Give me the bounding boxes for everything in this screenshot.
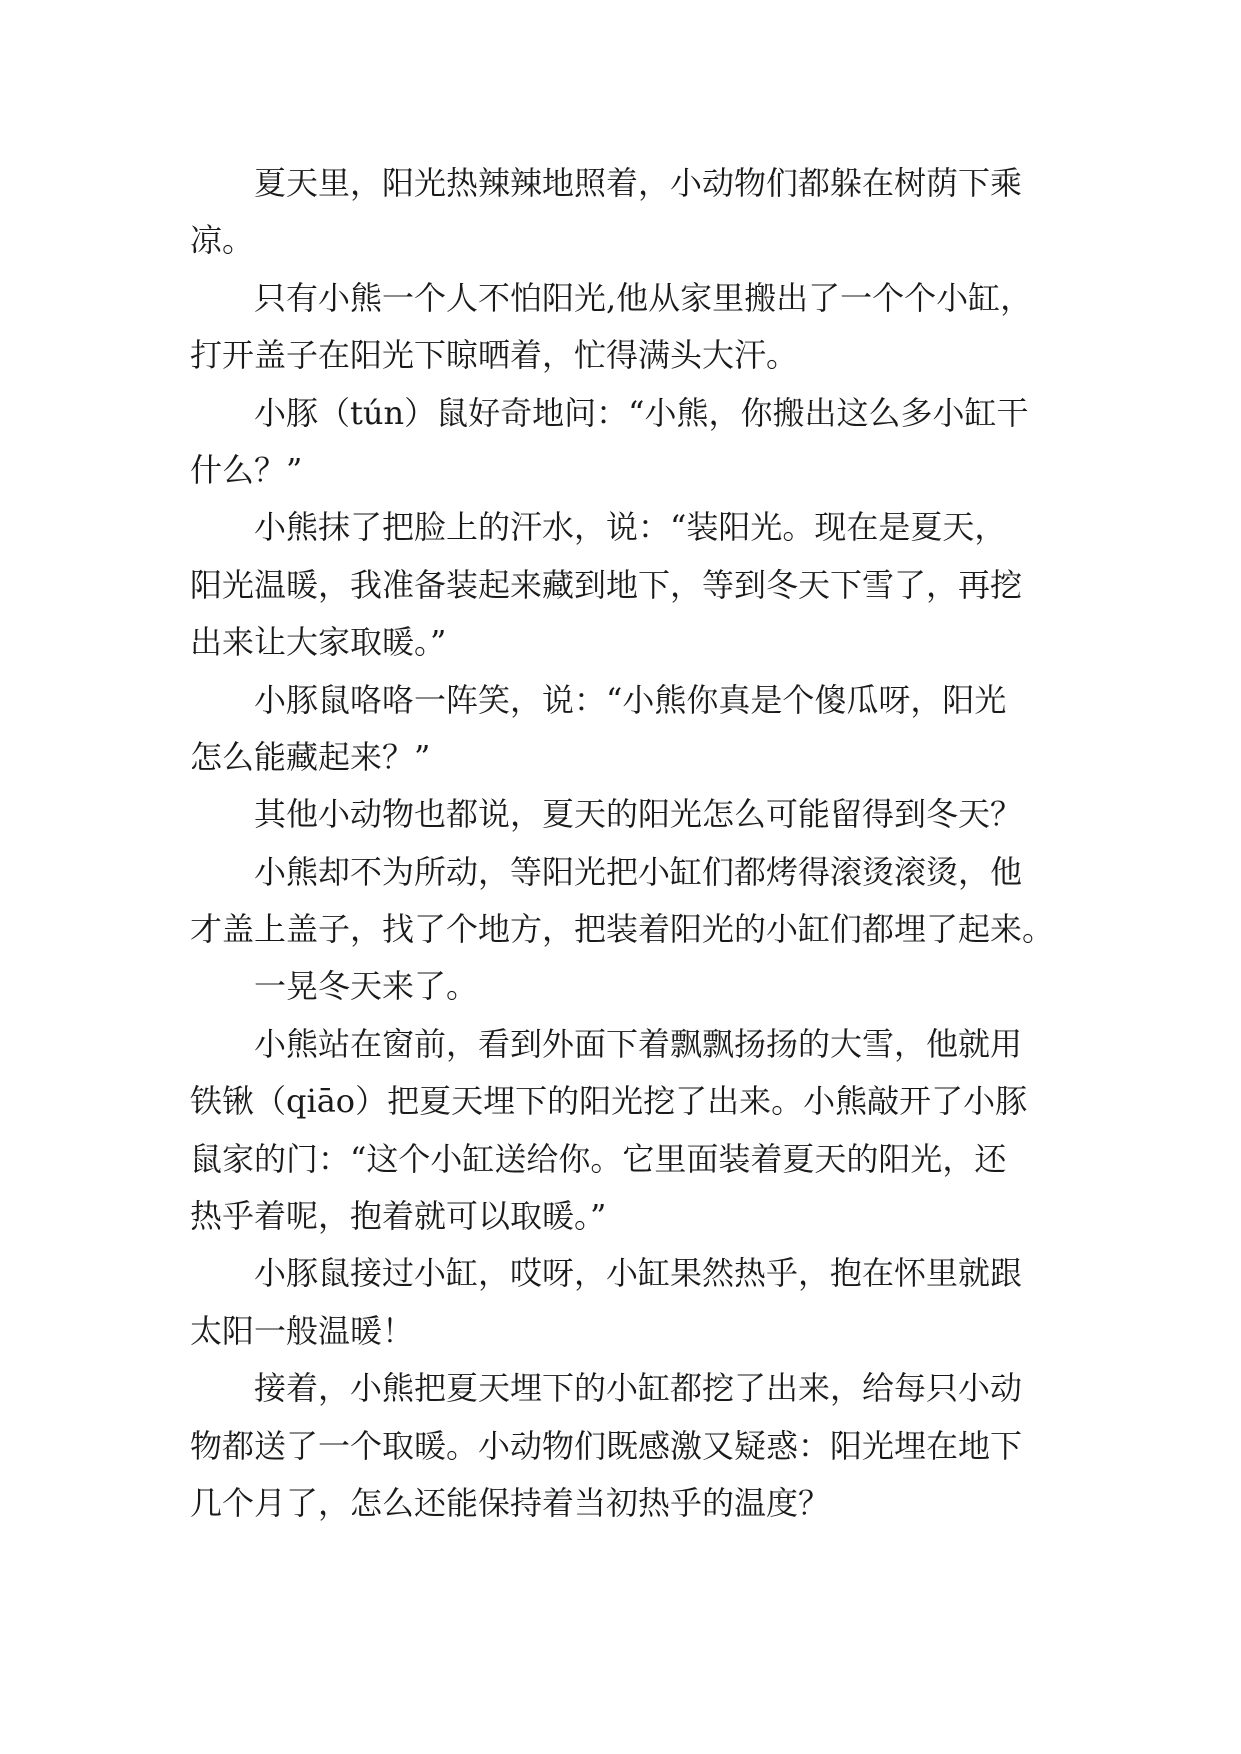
- text-line: 热乎着呢，抱着就可以取暖。”: [190, 1197, 607, 1236]
- text-line: 打开盖子在阳光下晾晒着，忙得满头大汗。: [190, 336, 799, 375]
- text-line: 一晃冬天来了。: [254, 967, 479, 1006]
- text-line: 小豚（tún）鼠好奇地问：“小熊，你搬出这么多小缸干: [254, 393, 1029, 432]
- text-line: 只有小熊一个人不怕阳光,他从家里搬出了一个个小缸，: [254, 278, 1033, 317]
- text-line: 凉。: [190, 221, 255, 260]
- text-line: 其他小动物也都说，夏天的阳光怎么可能留得到冬天？: [254, 795, 1023, 834]
- text-line: 怎么能藏起来？”: [190, 737, 431, 776]
- text-line: 小豚鼠接过小缸，哎呀，小缸果然热乎，抱在怀里就跟: [254, 1254, 1023, 1293]
- text-line: 几个月了，怎么还能保持着当初热乎的温度？: [190, 1483, 831, 1522]
- text-line: 出来让大家取暖。”: [190, 623, 447, 662]
- text-line: 小熊却不为所动，等阳光把小缸们都烤得滚烫滚烫，他: [254, 852, 1023, 891]
- text-line: 鼠家的门：“这个小缸送给你。它里面装着夏天的阳光，还: [190, 1139, 1007, 1178]
- text-line: 太阳一般温暖！: [190, 1311, 415, 1350]
- text-line: 小熊抹了把脸上的汗水，说：“装阳光。现在是夏天，: [254, 508, 1007, 547]
- text-line: 夏天里，阳光热辣辣地照着，小动物们都躲在树荫下乘: [254, 164, 1023, 202]
- text-line: 铁锹（qiāo）把夏天埋下的阳光挖了出来。小熊敲开了小豚: [190, 1082, 1028, 1121]
- text-line: 接着，小熊把夏天埋下的小缸都挖了出来，给每只小动: [254, 1369, 1023, 1408]
- text-line: 才盖上盖子，找了个地方，把装着阳光的小缸们都埋了起来。: [190, 910, 1055, 949]
- text-line: 什么？”: [190, 450, 303, 489]
- text-line: 小豚鼠咯咯一阵笑，说：“小熊你真是个傻瓜呀，阳光: [254, 680, 1007, 719]
- story-text: [190, 155, 1070, 1532]
- text-line: 物都送了一个取暖。小动物们既感激又疑惑：阳光埋在地下: [190, 1426, 1023, 1465]
- text-line: 小熊站在窗前，看到外面下着飘飘扬扬的大雪，他就用: [254, 1024, 1023, 1063]
- text-line: 阳光温暖，我准备装起来藏到地下，等到冬天下雪了，再挖: [190, 565, 1023, 604]
